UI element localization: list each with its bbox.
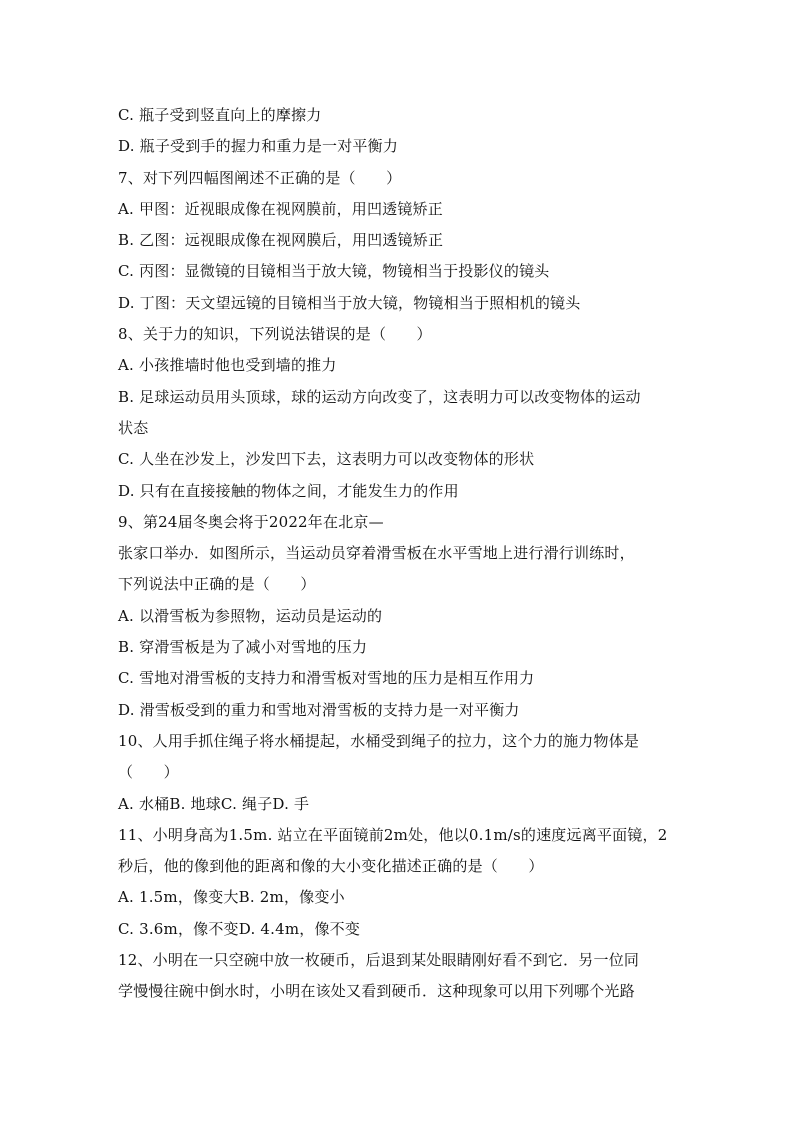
option-line: A. 1.5m，像变大B. 2m，像变小 (118, 888, 345, 907)
question-stem: 8、关于力的知识，下列说法错误的是（ ） (118, 325, 432, 344)
option-line: C. 丙图：显微镜的目镜相当于放大镜，物镜相当于投影仪的镜头 (118, 262, 550, 281)
option-line: C. 雪地对滑雪板的支持力和滑雪板对雪地的压力是相互作用力 (118, 669, 535, 688)
question-stem: 10、人用手抓住绳子将水桶提起，水桶受到绳子的拉力，这个力的施力物体是 (118, 731, 640, 750)
option-line: B. 足球运动员用头顶球，球的运动方向改变了，这表明力可以改变物体的运动 (118, 387, 641, 406)
question-stem: 7、对下列四幅图阐述不正确的是（ ） (118, 168, 402, 187)
option-line: D. 滑雪板受到的重力和雪地对滑雪板的支持力是一对平衡力 (118, 700, 520, 719)
question-stem-continued: 学慢慢往碗中倒水时，小明在该处又看到硬币．这种现象可以用下列哪个光路 (118, 982, 635, 1001)
option-line: C. 3.6m，像不变D. 4.4m，像不变 (118, 919, 361, 938)
option-line: B. 穿滑雪板是为了减小对雪地的压力 (118, 638, 368, 657)
option-line: C. 人坐在沙发上，沙发凹下去，这表明力可以改变物体的形状 (118, 450, 535, 469)
question-stem: 9、第24届冬奥会将于2022年在北京— (118, 512, 384, 531)
question-stem-continued: （ ） (118, 763, 179, 782)
question-text-block (118, 100, 678, 1008)
option-line: A. 甲图：近视眼成像在视网膜前，用凹透镜矫正 (118, 199, 443, 218)
option-line-continued: 状态 (118, 418, 149, 437)
question-stem-continued: 张家口举办．如图所示，当运动员穿着滑雪板在水平雪地上进行滑行训练时， (118, 544, 635, 563)
question-stem: 11、小明身高为1.5m. 站立在平面镜前2m处，他以0.1m/s的速度远离平面镜，2 (118, 825, 668, 844)
option-line: A. 以滑雪板为参照物，运动员是运动的 (118, 606, 383, 625)
question-stem-continued: 下列说法中正确的是（ ） (118, 575, 316, 594)
option-line: C. 瓶子受到竖直向上的摩擦力 (118, 106, 322, 124)
question-stem-continued: 秒后，他的像到他的距离和像的大小变化描述正确的是（ ） (118, 857, 544, 876)
question-stem: 12、小明在一只空碗中放一枚硬币，后退到某处眼睛刚好看不到它．另一位同 (118, 951, 640, 970)
option-line: A. 小孩推墙时他也受到墙的推力 (118, 356, 337, 375)
option-line: B. 乙图：远视眼成像在视网膜后，用凹透镜矫正 (118, 231, 444, 250)
option-line: D. 只有在直接接触的物体之间，才能发生力的作用 (118, 481, 459, 500)
option-line: D. 丁图：天文望远镜的目镜相当于放大镜，物镜相当于照相机的镜头 (118, 293, 581, 312)
option-line: D. 瓶子受到手的握力和重力是一对平衡力 (118, 137, 399, 156)
option-line: A. 水桶B. 地球C. 绳子D. 手 (118, 794, 310, 813)
